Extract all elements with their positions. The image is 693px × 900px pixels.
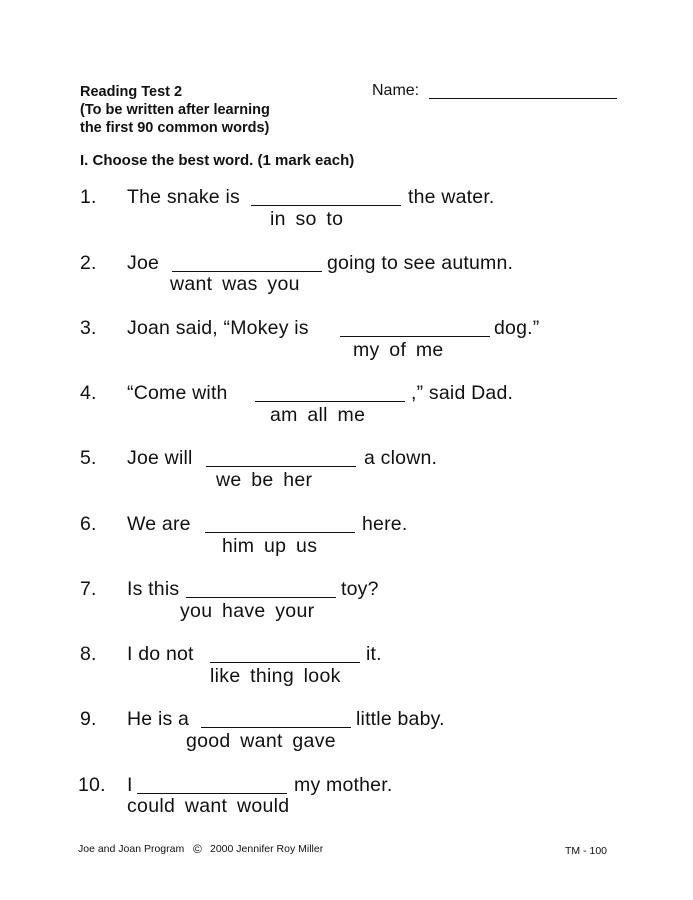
name-label: Name: xyxy=(372,82,420,99)
word-choices: you have your xyxy=(180,600,315,622)
question-text-before: I do not xyxy=(127,643,194,665)
answer-blank[interactable] xyxy=(251,205,401,206)
question-text-before: He is a xyxy=(127,708,190,730)
question-text-after: toy? xyxy=(341,578,379,600)
question-text-after: a clown. xyxy=(364,447,438,469)
word-choices: am all me xyxy=(270,404,366,426)
section-heading: I. Choose the best word. (1 mark each) xyxy=(80,152,355,169)
name-field[interactable] xyxy=(429,98,617,99)
answer-blank[interactable] xyxy=(255,401,405,402)
question-text-after: going to see autumn. xyxy=(327,252,514,274)
question-text-before: Is this xyxy=(127,578,180,600)
word-choices: like thing look xyxy=(210,665,341,687)
question-text-before: I xyxy=(127,774,133,796)
word-choices: good want gave xyxy=(186,730,336,752)
answer-blank[interactable] xyxy=(172,271,322,272)
question-text-before: Joe xyxy=(127,252,160,274)
question-text-after: little baby. xyxy=(356,708,445,730)
question-text-after: my mother. xyxy=(294,774,393,796)
question-number: 7. xyxy=(80,578,97,600)
word-choices: my of me xyxy=(353,339,444,361)
question-number: 10. xyxy=(78,774,106,796)
answer-blank[interactable] xyxy=(206,466,356,467)
question-text-after: it. xyxy=(366,643,382,665)
word-choices: him up us xyxy=(222,535,318,557)
question-text-after: the water. xyxy=(408,186,495,208)
answer-blank[interactable] xyxy=(340,336,490,337)
word-choices: could want would xyxy=(127,795,290,817)
answer-blank[interactable] xyxy=(205,532,355,533)
question-text-before: The snake is xyxy=(127,186,240,208)
question-text-before: Joan said, “Mokey is xyxy=(127,317,309,339)
test-title: Reading Test 2 xyxy=(80,84,183,100)
word-choices: we be her xyxy=(216,469,313,491)
word-choices: want was you xyxy=(170,273,300,295)
question-text-after: here. xyxy=(362,513,408,535)
question-text-after: dog.” xyxy=(494,317,540,339)
question-text-before: Joe will xyxy=(127,447,193,469)
footer-copyright: 2000 Jennifer Roy Miller xyxy=(210,843,324,855)
question-text-before: We are xyxy=(127,513,191,535)
answer-blank[interactable] xyxy=(201,727,351,728)
question-text-before: “Come with xyxy=(127,382,228,404)
question-number: 9. xyxy=(80,708,97,730)
question-text-after: ,” said Dad. xyxy=(411,382,514,404)
test-subtitle-line2: the first 90 common words) xyxy=(80,120,270,136)
answer-blank[interactable] xyxy=(210,662,360,663)
copyright-icon: © xyxy=(193,842,202,856)
question-number: 1. xyxy=(80,186,97,208)
question-number: 8. xyxy=(80,643,97,665)
question-number: 4. xyxy=(80,382,97,404)
word-choices: in so to xyxy=(270,208,344,230)
question-number: 3. xyxy=(80,317,97,339)
question-number: 2. xyxy=(80,252,97,274)
footer-program: Joe and Joan Program xyxy=(78,843,185,855)
question-number: 5. xyxy=(80,447,97,469)
test-subtitle-line1: (To be written after learning xyxy=(80,102,270,118)
answer-blank[interactable] xyxy=(186,597,336,598)
question-number: 6. xyxy=(80,513,97,535)
page-code: TM - 100 xyxy=(565,845,608,857)
answer-blank[interactable] xyxy=(137,793,287,794)
